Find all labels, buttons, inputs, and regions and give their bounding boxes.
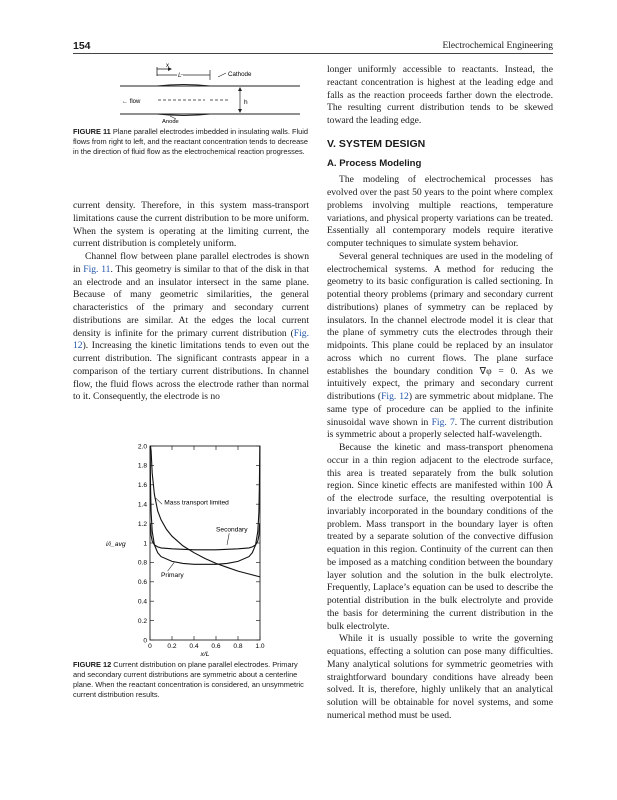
right-paragraph-0: longer uniformly accessible to reactants. Instead, the reactant concentration is highest at the leading edge and falls as the reaction proceeds farther down the electrode. The resulting current distribution tends to be skewed toward the leading edge. (327, 64, 553, 126)
left-paragraph-2 (73, 251, 309, 404)
right-paragraph-2 (327, 251, 553, 442)
section-heading: V. SYSTEM DESIGN (327, 137, 426, 150)
annotation-secondary: Secondary (216, 526, 248, 534)
right-column-text (327, 64, 553, 723)
y-tick-label: 1.4 (137, 501, 147, 509)
right-paragraph-3: Because the kinetic and mass-transport phenomena occur in a thin region adjacent to the electrode surface, this area is treated separately from the bulk solution region. Since kinetic effects are manifested within 100 Å of the electrode surface, the resulting overpotential is invariably incorporated in the boundary conditions of the problem. Mass transport in the boundary layer is often treated by a separate solution of the convective diffusion equation in this region. Continuity of the current can then be imposed as a matching condition between the boundary layer solution and the solution in the bulk electrolyte. Frequently, Laplace’s equation can be used to describe the potential distribution in the bulk electrolyte and provide the basis for determining the current distribution in the bulk electrolyte. (327, 442, 553, 632)
y-tick-label: 0 (143, 637, 147, 645)
x-tick-label: 0.2 (167, 643, 177, 650)
left-p2-part-c: ). Increasing the kinetic limitations tends to even out the current distribution. The significant contrasts appear in a comparison of the tertiary current distributions. In channel flow, the fluid flows across the electrode rather than normal to it. Consequently, the electrode is no (73, 340, 309, 403)
y-tick-label: 1.8 (137, 462, 147, 470)
y-tick-label: 0.4 (137, 598, 147, 606)
right-p2-part-b: ) are symmetric about midplane. The same type of procedure can be applied to the infinite sinusoidal wave shown in (327, 391, 553, 428)
figure-12-chart (73, 438, 309, 656)
left-p2-part-b: . This geometry is similar to that of the disk in that an electrode and an insulator intersect in the same plane. Because of many geometric similarities, the general characteristics of the primary and secondary current distributions are similar. At the edges the local current density is infinite for the primary current distribution ( (73, 263, 309, 339)
y-tick-label: 0.2 (137, 617, 147, 625)
header-rule (73, 53, 553, 54)
figure-11-diagram (110, 62, 310, 124)
right-paragraph-1: The modeling of electrochemical processes has evolved over the past 50 years to the point where complex problems involving multiple reactions, temperature variations, and physical property variations can be treated. Essentially all contemporary models require iterative computer techniques to simulate system behavior. (327, 174, 553, 249)
figure-12-caption-text: Current distribution on plane parallel electrodes. Primary and secondary current distributions are symmetric about a centerline plane. When the reactant concentration is considered, an unsymmetric current distribution results. (73, 660, 304, 699)
y-tick-label: 1 (143, 540, 147, 548)
x-tick-label: 0 (148, 643, 152, 650)
x-tick-label: 0.8 (233, 643, 243, 650)
length-label: L (178, 72, 182, 79)
fig-12-link[interactable]: Fig. 12 (73, 327, 309, 352)
y-tick-label: 2.0 (137, 443, 147, 451)
plot-frame (150, 446, 260, 640)
figure-12-caption (73, 660, 309, 700)
fig-12-link-right[interactable]: Fig. 12 (381, 391, 409, 402)
fig-7-link[interactable]: Fig. 7 (431, 416, 455, 428)
right-paragraph-4: While it is usually possible to write the governing equations, effecting a solution can pose many difficulties. Many analytical solutions for symmetric geometries with straightforward boundary conditions have already been solved. It is, therefore, highly unlikely that an analytical solution will be obtainable for novel systems, and some numerical method must be used. (327, 633, 553, 721)
page-number: 154 (73, 40, 91, 52)
height-arrow-top (238, 87, 242, 91)
x-tick-label: 0.4 (189, 643, 199, 650)
series-line-mass-transport-limited (151, 446, 261, 580)
annotation-leader-secondary (227, 533, 229, 545)
y-tick-label: 0.6 (137, 579, 147, 587)
cathode-leader (218, 73, 226, 77)
left-column-text (73, 200, 309, 404)
cathode-label: Cathode (228, 71, 252, 78)
left-paragraph-1: current density. Therefore, in this system mass-transport limitations cause the current distribution to be more uniform. When the system is operating at the limiting current, the current distribution is completely uniform. (73, 200, 309, 250)
x-tick-label: 0.6 (211, 643, 221, 650)
subsection-heading: A. Process Modeling (327, 157, 422, 169)
height-label: h (244, 99, 248, 106)
height-arrow-bottom (238, 109, 242, 113)
figure-11-caption-label: FIGURE 11 (73, 127, 111, 136)
right-p2-part-a: Several general techniques are used in the modeling of electrochemical systems. A method for reducing the geometry to its basic configuration is called sectioning. In potential theory problems (primary and secondary current distributions) planes of symmetry can be replaced by insulators. In the channel electrode model it is clear that the plane of symmetry cuts the electrodes through their midpoints. This plane could be replaced by an insulator across which no current flows. The plane surface establishes the boundary condition ∇φ = 0. As we intuitively expect, the primary and secondary current distributions ( (327, 250, 553, 402)
figure-11-caption-text: Plane parallel electrodes imbedded in insulating walls. Fluid flows from right to left, and the reactant concentration tends to decrease in the direction of fluid flow as the electrochemical reaction progresses. (73, 127, 309, 156)
annotation-primary: Primary (161, 572, 184, 580)
running-title: Electrochemical Engineering (442, 41, 553, 51)
anode-label: Anode (162, 119, 179, 124)
y-tick-label: 0.8 (137, 559, 147, 567)
figure-12-caption-label: FIGURE 12 (73, 660, 112, 669)
left-p2-part-a: Channel flow between plane parallel electrodes is shown in (73, 251, 309, 275)
annotation-mass-transport: Mass transport limited (164, 499, 229, 507)
annotation-leader-primary (168, 562, 175, 571)
flow-label: ← flow (122, 99, 141, 105)
y-axis-label: i/i_avg (106, 541, 126, 548)
figure-11-caption (73, 127, 309, 157)
x-axis-label: x/L (200, 651, 210, 656)
y-tick-label: 1.6 (137, 482, 147, 490)
x-tick-label: 1.0 (255, 643, 265, 650)
x-axis-label: x (166, 63, 169, 69)
right-p2-part-c: . The current distribution is symmetric about a properly selected half-wavelength. (327, 416, 553, 441)
fig-11-link[interactable]: Fig. 11 (83, 263, 111, 275)
y-tick-label: 1.2 (137, 520, 147, 528)
